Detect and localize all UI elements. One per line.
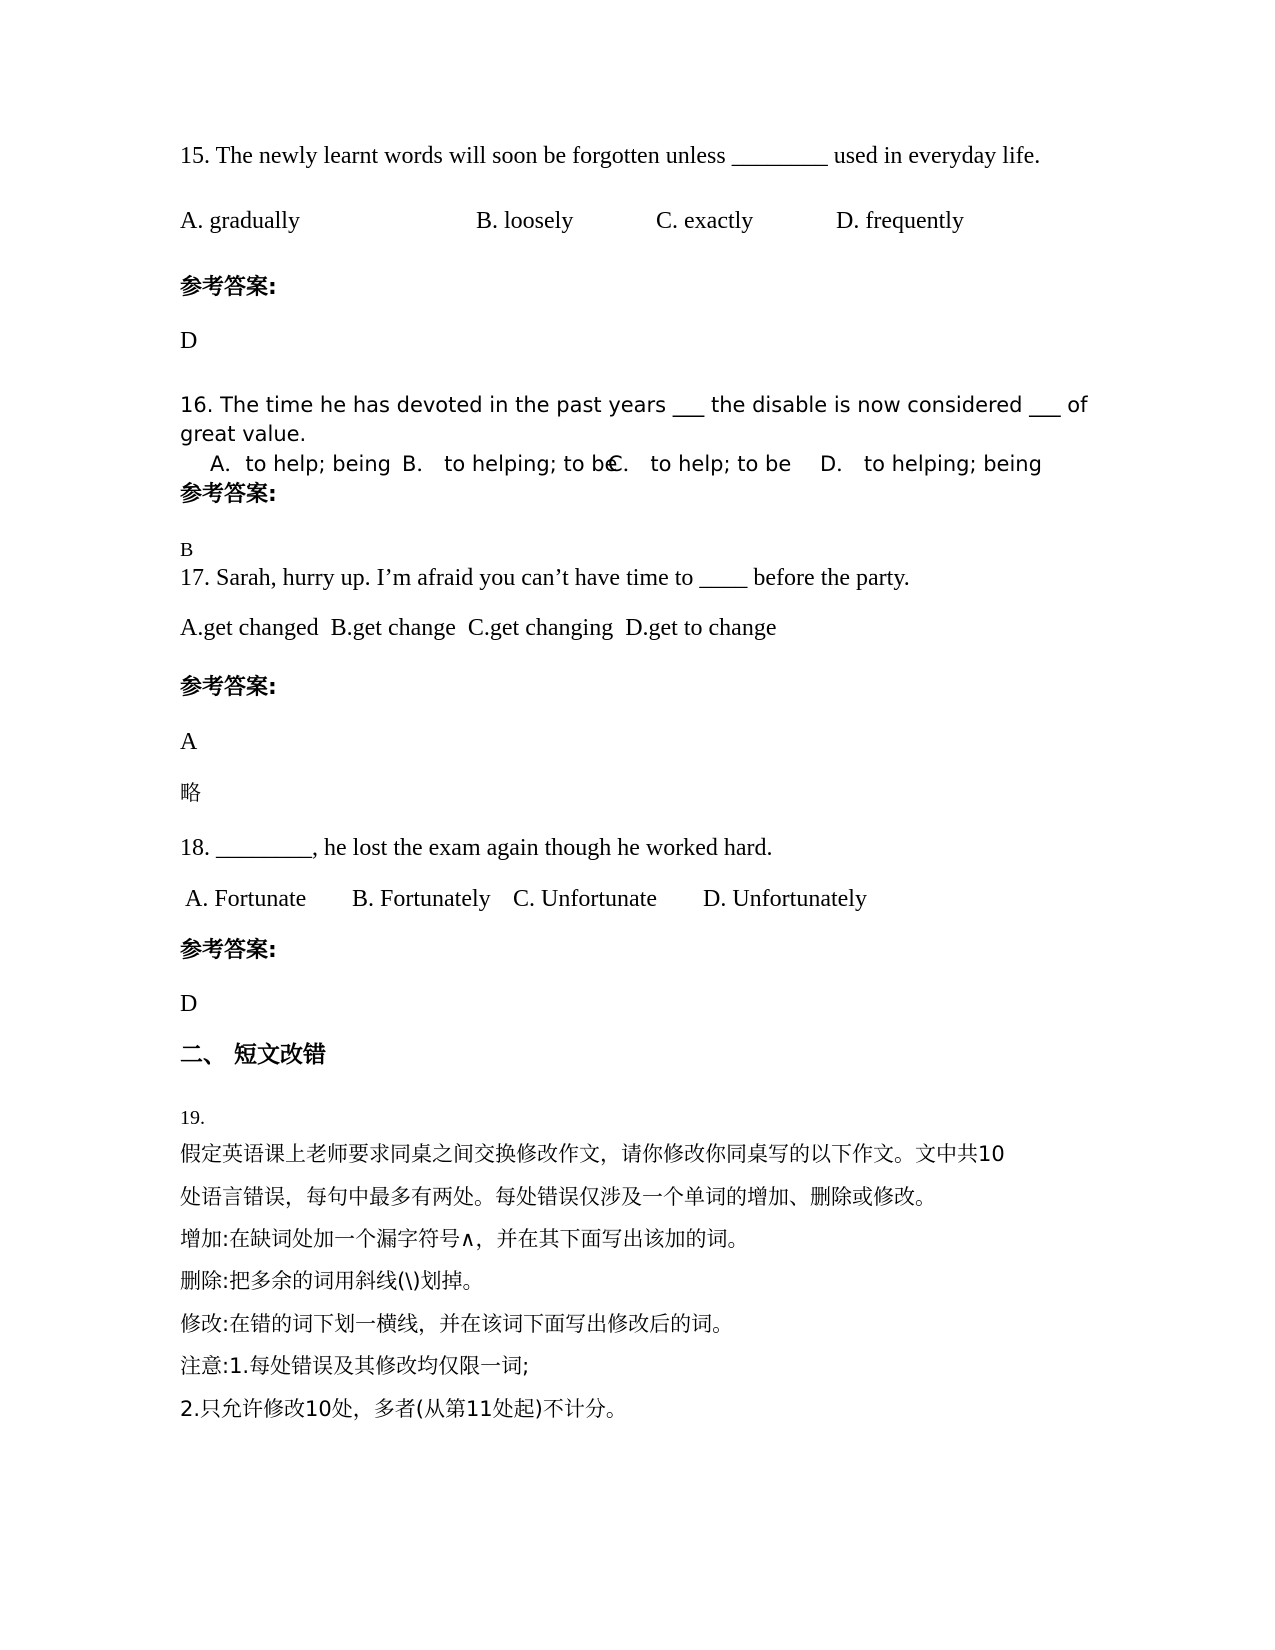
q18-option-b: B. Fortunately: [352, 886, 491, 912]
q17-answer: A: [180, 729, 198, 755]
q16-option-a: A．to help; being: [210, 452, 391, 476]
q19-line-1: 假定英语课上老师要求同桌之间交换修改作文，请你修改你同桌写的以下作文。文中共10: [180, 1142, 1005, 1166]
q16-option-c: C． to help; to be: [608, 452, 792, 476]
q15-answer: D: [180, 328, 198, 354]
q16-stem-line1: 16. The time he has devoted in the past years ___ the disable is now considered ___ of: [180, 393, 1088, 417]
q16-option-b: B． to helping; to be: [402, 452, 618, 476]
q19-line-6: 注意:1.每处错误及其修改均仅限一词;: [180, 1354, 530, 1378]
q15-option-b: B. loosely: [476, 208, 574, 234]
q19-line-5: 修改:在错的词下划一横线，并在该词下面写出修改后的词。: [180, 1312, 734, 1336]
q17-note: 略: [180, 781, 201, 805]
q18-answer: D: [180, 991, 198, 1017]
q19-line-3: 增加:在缺词处加一个漏字符号∧，并在其下面写出该加的词。: [180, 1227, 749, 1251]
q15-option-c: C. exactly: [656, 208, 754, 234]
q16-answer: B: [180, 539, 194, 561]
q18-option-a: A. Fortunate: [185, 886, 307, 912]
q18-stem: 18. ________, he lost the exam again though he worked hard.: [180, 835, 773, 861]
q16-stem-line2: great value.: [180, 422, 307, 446]
q18-option-d: D. Unfortunately: [703, 886, 867, 912]
q17-stem: 17. Sarah, hurry up. I’m afraid you can’t have time to ____ before the party.: [180, 565, 910, 591]
q15-option-a: A. gradually: [180, 208, 300, 234]
q16-answer-label: 参考答案:: [180, 482, 277, 507]
q17-options: A.get changed B.get change C.get changing D.get to change: [180, 615, 777, 641]
q15-option-d: D. frequently: [836, 208, 964, 234]
q15-answer-label: 参考答案:: [180, 275, 277, 300]
q15-stem: 15. The newly learnt words will soon be forgotten unless ________ used in everyday life.: [180, 143, 1041, 169]
q19-number: 19.: [180, 1107, 205, 1129]
q17-answer-label: 参考答案:: [180, 675, 277, 700]
q19-line-2: 处语言错误，每句中最多有两处。每处错误仅涉及一个单词的增加、删除或修改。: [180, 1185, 936, 1209]
section-2-title: 二、 短文改错: [180, 1042, 327, 1068]
q16-option-d: D． to helping; being: [820, 452, 1042, 476]
q18-option-c: C. Unfortunate: [513, 886, 657, 912]
q19-line-7: 2.只允许修改10处，多者(从第11处起)不计分。: [180, 1397, 627, 1421]
q18-answer-label: 参考答案:: [180, 938, 277, 963]
q19-line-4: 删除:把多余的词用斜线(\)划掉。: [180, 1269, 484, 1293]
